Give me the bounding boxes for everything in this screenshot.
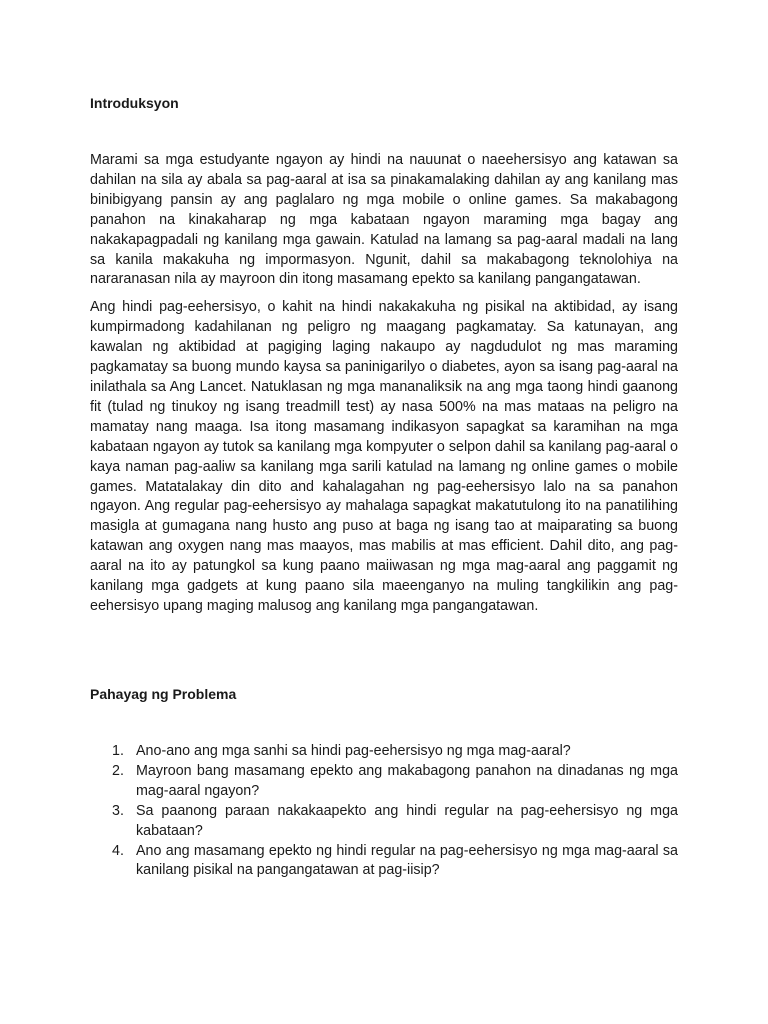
list-item — [90, 742, 678, 762]
question-number: 1. — [112, 743, 124, 759]
introduction-paragraph-2: Ang hindi pag-eehersisyo, o kahit na hindi nakakakuha ng pisikal na aktibidad, ay isang kumpirmadong kadahilanan ng peligro ng maagang pagkamatay. Sa katunayan, ang kawalan ng aktibidad at pagiging laging nakaupo ay nagdudulot ng mas maraming pagkamatay sa buong mundo kaysa sa paninigarilyo o diabetes, ayon sa isang pag-aaral na inilathala sa Ang Lancet. Natuklasan ng mga mananaliksik na ang mga taong hindi gaanong fit (tulad ng tinukoy ng isang treadmill test) ay nasa 500% na mas mataas na peligro na mamatay nang maaga. Isa itong masamang indikasyon sapagkat sa karamihan na mga kabataan ngayon ay tutok sa kanilang mga kompyuter o selpon dahil sa kanilang pag-aaral o kaya naman pag-aaliw sa kanilang mga sarili katulad na lamang ng online games o mobile games. Matatalakay din dito and kahalagahan ng pag-eehersisyo lalo na sa panahon ngayon. Ang regular pag-eehersisyo ay mahalaga sapagkat makatutulong ito na panatilihing masigla at gumagana nang husto ang puso at baga ng isang tao at maiparating sa buong katawan ang oxygen nang mas maayos, mas mabilis at mas efficient. Dahil dito, ang pag-aaral na ito ay patungkol sa kung paano maiiwasan ng mga mag-aaral ang paggamit ng kanilang mga gadgets at kung paano sila maeenganyo na muling tangkilikin ang pag-eehersisyo upang maging malusog ang kanilang mga pangangatawan. — [90, 299, 678, 614]
list-item — [90, 802, 678, 842]
question-text: Sa paanong paraan nakakaapekto ang hindi regular na pag-eehersisyo ng mga kabataan? — [136, 802, 678, 839]
question-number: 3. — [112, 802, 124, 819]
question-number: 4. — [112, 842, 124, 859]
question-text: Ano-ano ang mga sanhi sa hindi pag-eehersisyo ng mga mag-aaral? — [136, 743, 571, 759]
problem-statement-heading: Pahayag ng Problema — [90, 686, 237, 702]
introduction-body — [90, 151, 678, 625]
list-item — [90, 762, 678, 802]
introduction-paragraph-1: Marami sa mga estudyante ngayon ay hindi na nauunat o naeehersisyo ang katawan sa dahilan na sila ay abala sa pag-aaral at isa sa pinakamalaking dahilan ay ang kanilang mas binibigyang pansin ay ang paglalaro ng mga mobile o online games. Sa makabagong panahon na kinakaharap ng mga kabataan ngayon maraming mga bagay ang nakakapagpadali ng kanilang mga gawain. Katulad na lamang sa pag-aaral madali na lang sa kanila makakuha ng impormasyon. Ngunit, dahil sa makabagong teknolohiya na nararanasan nila ay mayroon din itong masamang epekto sa kanilang pangangatawan. — [90, 152, 678, 288]
question-number: 2. — [112, 762, 124, 779]
problem-questions-list — [90, 742, 678, 881]
question-text: Mayroon bang masamang epekto ang makabagong panahon na dinadanas ng mga mag-aaral ngayon? — [136, 762, 678, 799]
question-text: Ano ang masamang epekto ng hindi regular na pag-eehersisyo ng mga mag-aaral sa kanilang pisikal na pangangatawan at pag-iisip? — [136, 842, 678, 879]
list-item — [90, 842, 678, 882]
introduction-heading: Introduksyon — [90, 95, 179, 111]
